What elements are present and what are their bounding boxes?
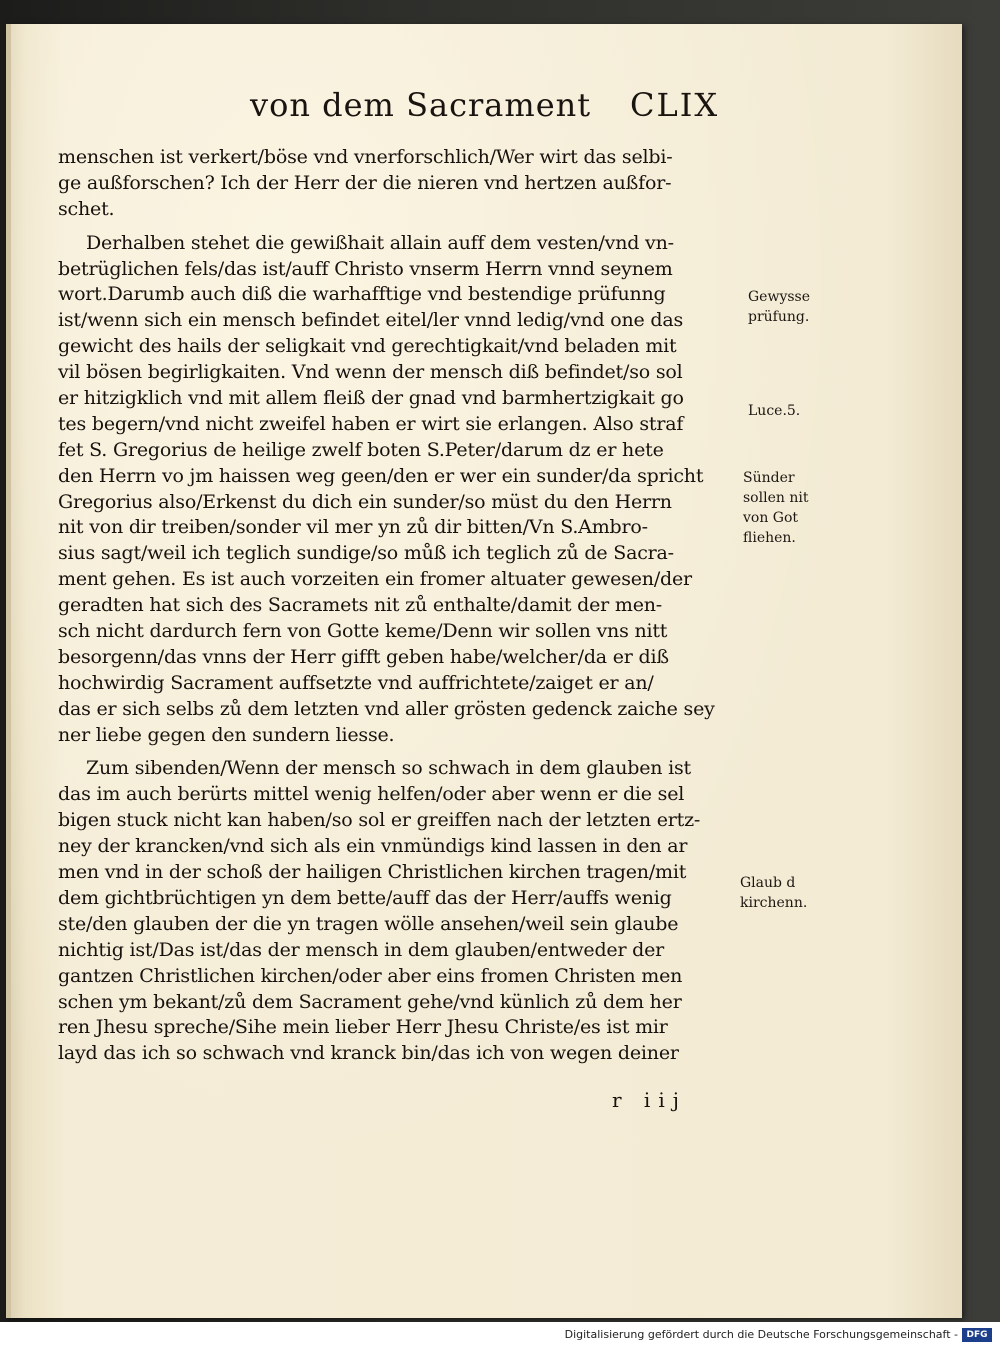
text-line: ren Jhesu spreche/Sihe mein lieber Herr Jhesu Christe/es ist mir [58,1016,668,1039]
text-line: wort.Darumb auch diß die warhafftige vnd bestendige prüfunng [58,283,666,306]
text-line: ner liebe gegen den sundern liesse. [58,723,395,746]
text-line: nit von dir treiben/sonder vil mer yn zů dir bitten/Vn S.Ambro- [58,516,648,539]
text-line: bigen stuck nicht kan haben/so sol er greiffen nach der letzten ertz- [58,809,701,832]
text-line: Gregorius also/Erkenst du dich ein sunder/so müst du den Herrn [58,490,672,513]
paragraph-gap [58,748,738,756]
margin-note-text: Sünder sollen nit von Got fliehen. [743,470,809,546]
text-line: geradten hat sich des Sacramets nit zů enthalte/damit der men- [58,594,663,617]
text-line: den Herrn vo jm haissen weg geen/den er wer ein sunder/da spricht [58,464,704,487]
text-line: sius sagt/weil ich teglich sundige/so můß ich teglich zů de Sacra- [58,542,674,565]
text-line: besorgenn/das vnns der Herr gifft geben habe/welcher/da er diß [58,645,669,668]
text-line: ney der krancken/vnd sich als ein vnmündigs kind lassen in den ar [58,835,688,858]
paragraph-gap [58,223,738,231]
credit-bar [0,1322,1000,1349]
credit-text: Digitalisierung gefördert durch die Deutsche Forschungsgemeinschaft - [564,1328,958,1341]
text-line: ge außforschen? Ich der Herr der die nieren vnd hertzen außfor- [58,171,672,194]
running-title: von dem Sacrament [250,86,592,124]
text-line: tes begern/vnd nicht zweifel haben er wirt sie erlangen. Also straf [58,412,684,435]
text-line: dem gichtbrüchtigen yn dem bette/auff das der Herr/auffs wenig [58,886,672,909]
text-line: das er sich selbs zů dem letzten vnd aller grösten gedenck zaiche sey [58,697,715,720]
text-line: men vnd in der schoß der hailigen Christlichen kirchen tragen/mit [58,861,687,884]
text-line: Derhalben stehet die gewißhait allain auff dem vesten/vnd vn- [86,231,674,254]
folio-number: CLIX [630,86,720,124]
text-line: Zum sibenden/Wenn der mensch so schwach in dem glauben ist [86,757,691,780]
margin-note-text: Luce.5. [748,403,801,419]
body-text [58,145,738,1067]
text-line: schet. [58,197,115,220]
signature-mark: r iij [612,1088,687,1112]
margin-note [743,468,823,548]
text-line: ste/den glauben der die yn tragen wölle ansehen/weil sein glaube [58,912,679,935]
text-line: schen ym bekant/zů dem Sacrament gehe/vnd künlich zů dem her [58,990,682,1013]
margin-note-text: Glaub d kirchenn. [740,875,808,911]
text-line: ist/wenn sich ein mensch befindet eitel/ler vnnd ledig/vnd one das [58,309,684,332]
text-line: hochwirdig Sacrament auffsetzte vnd auffrichtete/zaiget er an/ [58,671,654,694]
margin-note [748,401,800,421]
text-line: ment gehen. Es ist auch vorzeiten ein fromer altuater gewesen/der [58,568,692,591]
margin-note [748,287,828,327]
text-line: gewicht des hails der seligkait vnd gerechtigkait/vnd beladen mit [58,335,677,358]
dfg-logo: DFG [962,1328,992,1342]
text-line: menschen ist verkert/böse vnd vnerforschlich/Wer wirt das selbi- [58,146,673,168]
text-line: das im auch berürts mittel wenig helfen/oder aber wenn er die sel [58,783,685,806]
margin-note [740,873,820,913]
text-line: layd das ich so schwach vnd kranck bin/das ich von wegen deiner [58,1042,679,1065]
text-line: er hitzigklich vnd mit allem fleiß der gnad vnd barmhertzigkait go [58,387,684,410]
text-line: gantzen Christlichen kirchen/oder aber eins fromen Christen men [58,964,683,987]
text-line: betrüglichen fels/das ist/auff Christo vnserm Herrn vnnd seynem [58,257,673,280]
running-head [250,86,750,126]
text-line: vil bösen begirligkaiten. Vnd wenn der mensch diß befindet/so sol [58,361,683,384]
text-line: fet S. Gregorius de heilige zwelf boten S.Peter/darum dz er hete [58,438,664,461]
margin-note-text: Gewysse prüfung. [748,289,811,325]
text-line: sch nicht dardurch fern von Gotte keme/Denn wir sollen vns nitt [58,620,668,643]
text-line: nichtig ist/Das ist/das der mensch in dem glauben/entweder der [58,938,665,961]
